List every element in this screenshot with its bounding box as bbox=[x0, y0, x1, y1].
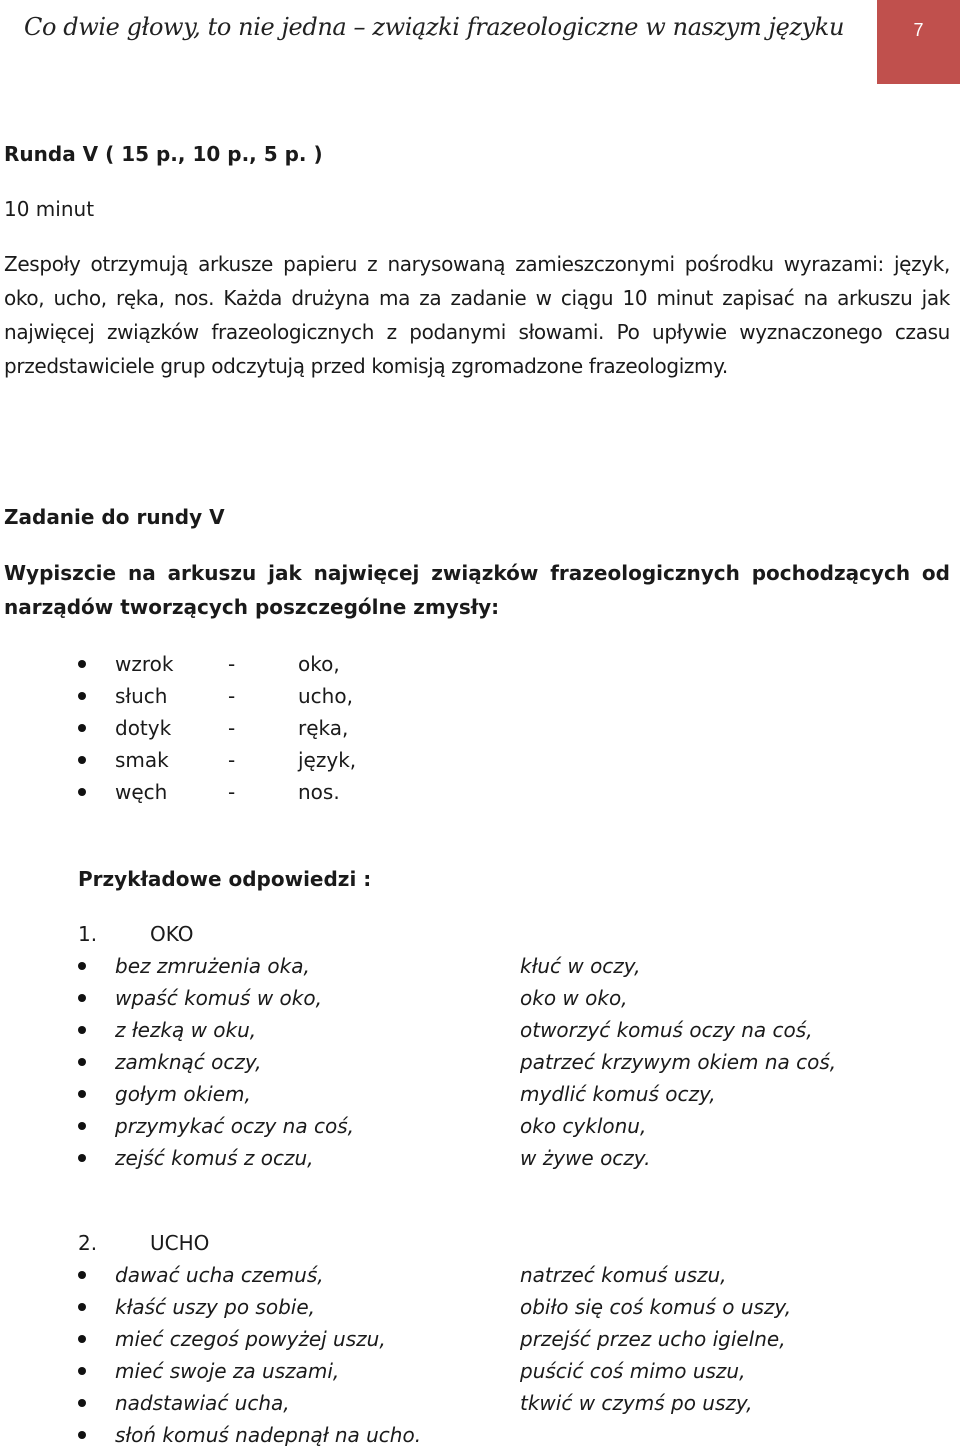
example-row bbox=[78, 950, 938, 982]
phrase-right: kłuć w oczy, bbox=[520, 954, 641, 978]
bullet-icon bbox=[78, 1271, 86, 1279]
sense-dash: - bbox=[228, 748, 236, 772]
sense-item bbox=[78, 712, 478, 744]
phrase-right: tkwić w czymś po uszy, bbox=[520, 1391, 753, 1415]
bullet-icon bbox=[78, 724, 86, 732]
sense-dash: - bbox=[228, 684, 236, 708]
bullet-icon bbox=[78, 1154, 86, 1162]
phrase-right: patrzeć krzywym okiem na coś, bbox=[520, 1050, 837, 1074]
example-row bbox=[78, 1014, 938, 1046]
example-row bbox=[78, 1078, 938, 1110]
round-title: Runda V ( 15 p., 10 p., 5 p. ) bbox=[4, 142, 323, 166]
phrase-left: słoń komuś nadepnął na ucho. bbox=[115, 1423, 422, 1447]
example-list bbox=[78, 950, 938, 1174]
sense-dash: - bbox=[228, 716, 236, 740]
example-row bbox=[78, 1419, 938, 1451]
phrase-right: otworzyć komuś oczy na coś, bbox=[520, 1018, 813, 1042]
bullet-icon bbox=[78, 660, 86, 668]
group-number: 1. bbox=[78, 922, 98, 946]
example-row bbox=[78, 1355, 938, 1387]
senses-list bbox=[78, 648, 478, 808]
example-group-heading bbox=[78, 918, 194, 950]
bullet-icon bbox=[78, 1431, 86, 1439]
phrase-left: mieć swoje za uszami, bbox=[115, 1359, 340, 1383]
sense-name: dotyk bbox=[115, 716, 172, 740]
page-header bbox=[0, 0, 960, 84]
sense-item bbox=[78, 680, 478, 712]
example-row bbox=[78, 1110, 938, 1142]
phrase-right: puścić coś mimo uszu, bbox=[520, 1359, 746, 1383]
round-description: Zespoły otrzymują arkusze papieru z narysowaną zamieszczonymi pośrodku wyrazami: język, oko, ucho, ręka, nos. Każda drużyna ma za zadanie w ciągu 10 minut zapisać na arkuszu jak najwięcej związków frazeologicznych z podanymi słowami. Po upływie wyznaczonego czasu przedstawiciele grup odczytują przed komisją zgromadzone frazeologizmy. bbox=[4, 252, 950, 378]
example-row bbox=[78, 1046, 938, 1078]
sense-dash: - bbox=[228, 652, 236, 676]
sense-organ: ucho, bbox=[298, 684, 353, 708]
example-row bbox=[78, 1291, 938, 1323]
bullet-icon bbox=[78, 1367, 86, 1375]
phrase-right: przejść przez ucho igielne, bbox=[520, 1327, 786, 1351]
round-time: 10 minut bbox=[4, 197, 95, 221]
phrase-left: mieć czegoś powyżej uszu, bbox=[115, 1327, 386, 1351]
group-name: OKO bbox=[150, 922, 194, 946]
sense-organ: język, bbox=[298, 748, 357, 772]
phrase-right: mydlić komuś oczy, bbox=[520, 1082, 716, 1106]
sense-dash: - bbox=[228, 780, 236, 804]
sense-name: węch bbox=[115, 780, 168, 804]
sense-organ: nos. bbox=[298, 780, 340, 804]
example-row bbox=[78, 1259, 938, 1291]
document-title: Co dwie głowy, to nie jedna – związki frazeologiczne w naszym języku bbox=[24, 13, 844, 41]
phrase-left: bez zmrużenia oka, bbox=[115, 954, 310, 978]
bullet-icon bbox=[78, 1026, 86, 1034]
examples-title: Przykładowe odpowiedzi : bbox=[78, 867, 372, 891]
phrase-left: zamknąć oczy, bbox=[115, 1050, 262, 1074]
task-title: Zadanie do rundy V bbox=[4, 505, 225, 529]
example-row bbox=[78, 982, 938, 1014]
example-row bbox=[78, 1387, 938, 1419]
phrase-right: obiło się coś komuś o uszy, bbox=[520, 1295, 792, 1319]
phrase-right: w żywe oczy. bbox=[520, 1146, 651, 1170]
page-number-badge: 7 bbox=[877, 0, 960, 84]
example-row bbox=[78, 1323, 938, 1355]
phrase-left: dawać ucha czemuś, bbox=[115, 1263, 324, 1287]
phrase-right: natrzeć komuś uszu, bbox=[520, 1263, 727, 1287]
sense-organ: ręka, bbox=[298, 716, 349, 740]
phrase-left: gołym okiem, bbox=[115, 1082, 251, 1106]
sense-item bbox=[78, 776, 478, 808]
sense-name: słuch bbox=[115, 684, 168, 708]
example-row bbox=[78, 1142, 938, 1174]
bullet-icon bbox=[78, 962, 86, 970]
sense-name: smak bbox=[115, 748, 169, 772]
group-name: UCHO bbox=[150, 1231, 210, 1255]
bullet-icon bbox=[78, 756, 86, 764]
sense-item bbox=[78, 744, 478, 776]
phrase-left: kłaść uszy po sobie, bbox=[115, 1295, 315, 1319]
bullet-icon bbox=[78, 1058, 86, 1066]
bullet-icon bbox=[78, 1399, 86, 1407]
bullet-icon bbox=[78, 1122, 86, 1130]
group-number: 2. bbox=[78, 1231, 98, 1255]
phrase-left: wpaść komuś w oko, bbox=[115, 986, 322, 1010]
bullet-icon bbox=[78, 1303, 86, 1311]
phrase-left: przymykać oczy na coś, bbox=[115, 1114, 354, 1138]
sense-organ: oko, bbox=[298, 652, 340, 676]
sense-item bbox=[78, 648, 478, 680]
bullet-icon bbox=[78, 1335, 86, 1343]
bullet-icon bbox=[78, 1090, 86, 1098]
sense-name: wzrok bbox=[115, 652, 174, 676]
phrase-left: z łezką w oku, bbox=[115, 1018, 257, 1042]
phrase-left: zejść komuś z oczu, bbox=[115, 1146, 314, 1170]
phrase-right: oko w oko, bbox=[520, 986, 628, 1010]
phrase-left: nadstawiać ucha, bbox=[115, 1391, 290, 1415]
bullet-icon bbox=[78, 788, 86, 796]
task-instruction: Wypiszcie na arkuszu jak najwięcej związków frazeologicznych pochodzących od narządów tworzących poszczególne zmysły: bbox=[4, 561, 950, 619]
example-group-heading bbox=[78, 1227, 209, 1259]
bullet-icon bbox=[78, 692, 86, 700]
example-list bbox=[78, 1259, 938, 1451]
bullet-icon bbox=[78, 994, 86, 1002]
phrase-right: oko cyklonu, bbox=[520, 1114, 647, 1138]
